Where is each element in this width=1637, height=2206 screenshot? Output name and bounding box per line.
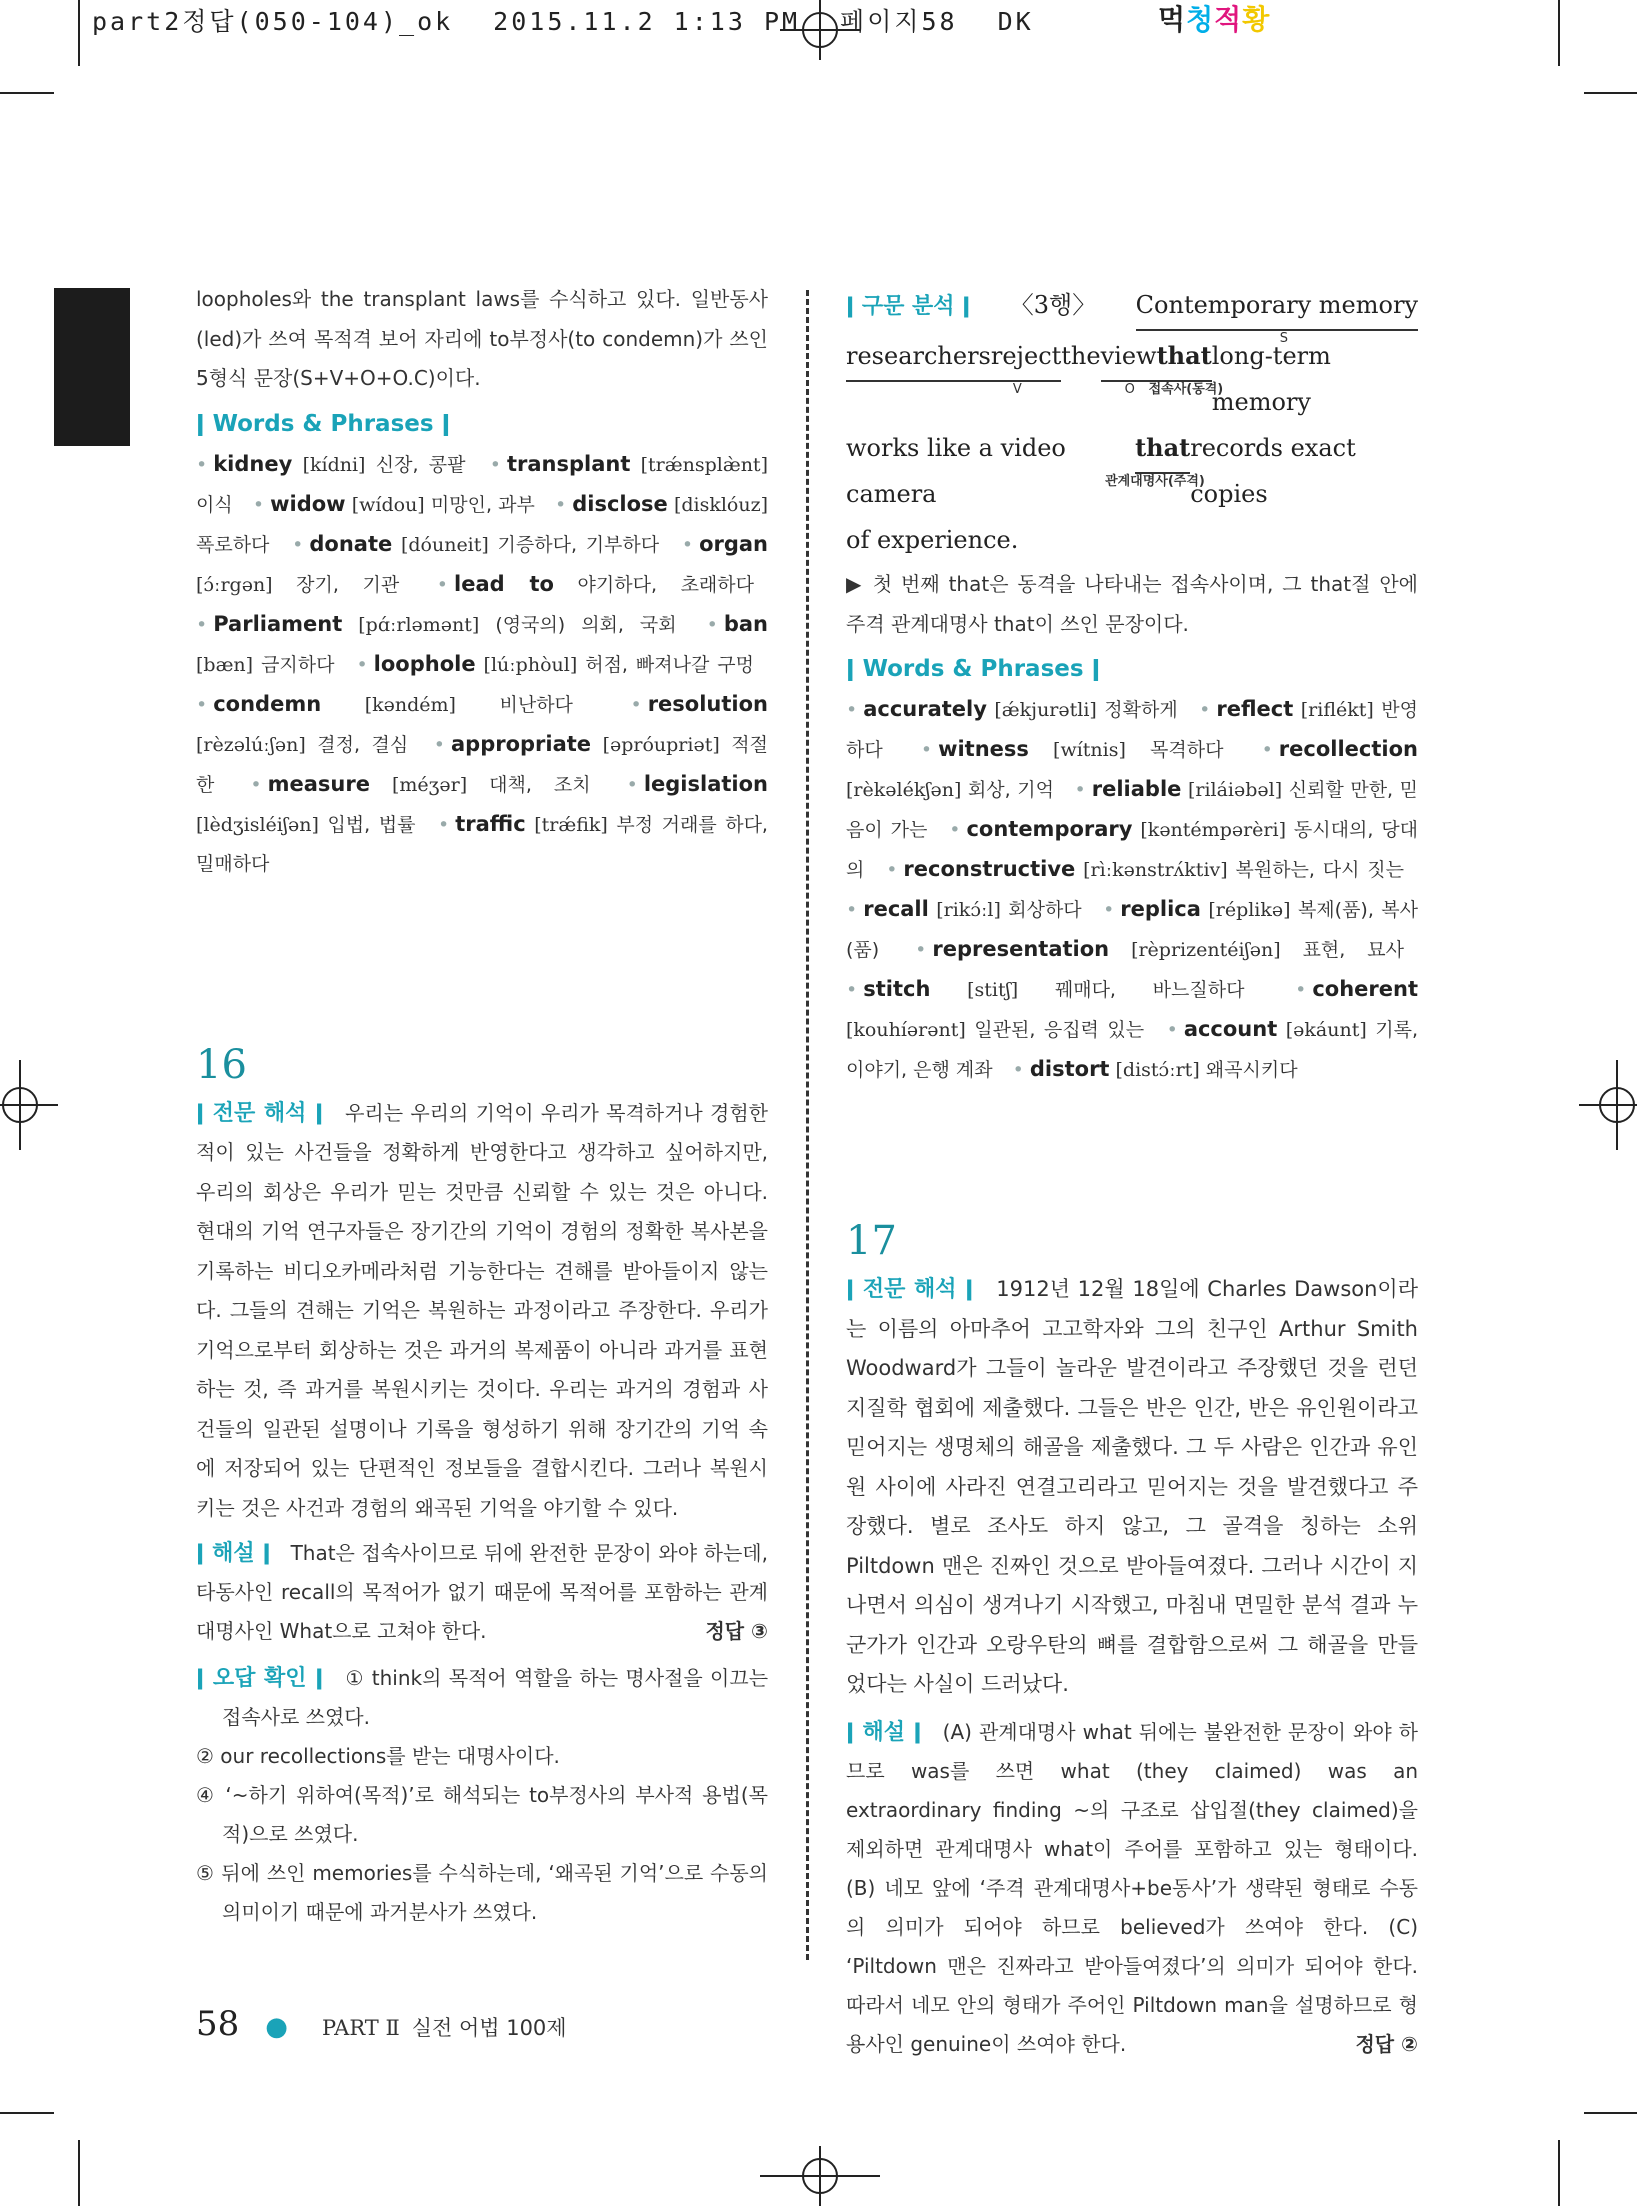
vocab-word: appropriate bbox=[450, 731, 592, 756]
vocab-entry bbox=[292, 531, 660, 556]
bullet-icon: • bbox=[1295, 979, 1307, 1001]
bullet-icon: • bbox=[1166, 1019, 1178, 1041]
grammar-rest-3: records exact copies bbox=[1190, 434, 1356, 508]
bullet-icon: • bbox=[433, 733, 445, 756]
vocab-meaning: 복원하는, 다시 짓는 bbox=[1235, 859, 1405, 881]
vocab-word: representation bbox=[932, 937, 1110, 961]
tag-s: S bbox=[1279, 331, 1288, 346]
tag-conj: 접속사(동격) bbox=[1148, 382, 1224, 397]
vocab-meaning: 금지하다 bbox=[261, 653, 335, 676]
vocab-pronunciation: [riflékt] bbox=[1300, 699, 1374, 721]
vocab-pronunciation: [rìːkənstrʌ́ktiv] bbox=[1083, 859, 1228, 881]
vocab-word: measure bbox=[267, 771, 370, 796]
vocab-word: reflect bbox=[1216, 697, 1294, 721]
crop-mark bbox=[0, 92, 54, 94]
vocab-word: condemn bbox=[213, 691, 322, 716]
tag-rel: 관계대명사(주격) bbox=[1105, 474, 1205, 489]
vocab-meaning: 일관된, 응집력 있는 bbox=[974, 1019, 1145, 1041]
grammar-rest-1: long-term memory bbox=[1211, 342, 1331, 416]
vocab-word: disclose bbox=[572, 491, 668, 516]
vocab-word: Parliament bbox=[213, 611, 343, 636]
vocab-pronunciation: [rikɔ́ːl] bbox=[936, 899, 1001, 921]
grammar-verb-text: reject bbox=[990, 342, 1062, 370]
vocab-pronunciation: [wídou] bbox=[351, 493, 425, 516]
bullet-icon: • bbox=[630, 693, 642, 716]
vocab-pronunciation: [kouhíərənt] bbox=[846, 1019, 966, 1041]
vocab-meaning: 야기하다, 초래하다 bbox=[577, 573, 754, 596]
vocab-meaning: 부정 거래를 하다, 밀매하다 bbox=[196, 813, 768, 875]
answer-badge: 정답 ③ bbox=[705, 1619, 768, 1643]
vocab-list bbox=[196, 445, 768, 884]
vocab-word: transplant bbox=[506, 451, 631, 476]
vocab-word: coherent bbox=[1312, 977, 1418, 1001]
left-column bbox=[196, 280, 768, 1932]
vocab-entry bbox=[196, 611, 677, 636]
vocab-word: reliable bbox=[1091, 777, 1182, 801]
vocab-pronunciation: [riláiəbəl] bbox=[1187, 779, 1283, 801]
vocab-entry bbox=[250, 771, 591, 796]
grammar-line-ref: 〈3행〉 bbox=[1009, 291, 1097, 319]
bullet-icon: • bbox=[292, 533, 304, 556]
vocab-meaning: 복제(품), 복사(품) bbox=[846, 899, 1418, 961]
color-check-label bbox=[1158, 0, 1270, 38]
footer-dot-icon: ● bbox=[265, 2012, 288, 2042]
translation-paragraph bbox=[846, 1270, 1418, 1705]
vocab-meaning: 회상하다 bbox=[1008, 899, 1082, 921]
vocab-pronunciation: [lèdʒisléiʃən] bbox=[196, 813, 319, 836]
vocab-pronunciation: [distɔ́ːrt] bbox=[1115, 1059, 1200, 1081]
vocab-meaning: (영국의) 의회, 국회 bbox=[495, 613, 677, 636]
vocab-pronunciation: [kəndém] bbox=[364, 693, 456, 716]
slug-file: part2정답(050-104)_ok bbox=[92, 7, 454, 36]
color-cyan-char: 청 bbox=[1186, 3, 1215, 36]
bullet-icon: • bbox=[196, 453, 208, 476]
vocab-pronunciation: [trǽfik] bbox=[534, 813, 608, 836]
vocab-pronunciation: [rèkəlékʃən] bbox=[846, 779, 962, 801]
vocab-pronunciation: [kídni] bbox=[302, 453, 366, 476]
grammar-subject bbox=[1135, 282, 1418, 346]
vocab-pronunciation: [wítnis] bbox=[1053, 739, 1126, 761]
vocab-word: account bbox=[1183, 1017, 1278, 1041]
translation-paragraph bbox=[196, 1094, 768, 1529]
vocab-word: resolution bbox=[647, 691, 768, 716]
grammar-verb bbox=[990, 333, 1062, 397]
footer-title: 실전 어법 100제 bbox=[411, 2016, 567, 2040]
vocab-entry bbox=[846, 899, 1082, 921]
question-number: 17 bbox=[846, 1218, 897, 1264]
chapter-tab bbox=[54, 288, 130, 446]
bullet-icon: • bbox=[1074, 779, 1086, 801]
vocab-word: replica bbox=[1120, 897, 1201, 921]
q15-structure-note: loopholes와 the transplant laws를 수식하고 있다. 일반동사(led)가 쓰여 목적격 보어 자리에 to부정사(to condemn)가 쓰인 5형식 문장(S+V+O+O.C)이다. bbox=[196, 287, 768, 390]
bullet-icon: • bbox=[252, 493, 265, 516]
bullet-icon: • bbox=[626, 773, 638, 796]
bullet-icon: • bbox=[681, 533, 694, 556]
wrong-answer-item: ④ ‘~하기 위하여(목적)’로 해석되는 to부정사의 부사적 용법(목적)으로 쓰였다. bbox=[196, 1783, 768, 1846]
grammar-analysis bbox=[846, 282, 1418, 563]
vocab-word: contemporary bbox=[966, 817, 1133, 841]
slug-page-label: 페이지58 bbox=[840, 7, 958, 36]
vocab-pronunciation: [əpróupriət] bbox=[602, 733, 720, 756]
bullet-icon: • bbox=[1199, 699, 1211, 721]
registration-mark-icon bbox=[1577, 1040, 1637, 1170]
vocab-entry bbox=[436, 571, 754, 596]
bullet-icon: • bbox=[886, 859, 898, 881]
bullet-icon: • bbox=[920, 739, 933, 761]
vocab-meaning: 허점, 빠져나갈 구멍 bbox=[585, 653, 755, 676]
page-number: 58 bbox=[196, 2004, 240, 2044]
vocab-meaning: 정확하게 bbox=[1104, 699, 1178, 721]
explanation-paragraph bbox=[196, 1534, 768, 1651]
vocab-word: lead to bbox=[454, 571, 554, 596]
vocab-word: traffic bbox=[455, 811, 526, 836]
grammar-rel-that bbox=[1105, 425, 1205, 489]
grammar-object-text: view bbox=[1100, 342, 1157, 370]
footer-part: PART Ⅱ bbox=[321, 2016, 400, 2040]
bullet-icon: • bbox=[846, 899, 858, 921]
vocab-word: witness bbox=[938, 737, 1029, 761]
vocab-entry bbox=[356, 651, 755, 676]
vocab-meaning: 입법, 법률 bbox=[327, 813, 416, 836]
bullet-icon: • bbox=[846, 979, 858, 1001]
wrong-answer-label: ǀ 오답 확인 ǀ bbox=[196, 1666, 324, 1691]
bullet-icon: • bbox=[1012, 1059, 1024, 1081]
bullet-icon: • bbox=[555, 493, 567, 516]
bullet-icon: • bbox=[706, 613, 718, 636]
vocab-entry bbox=[1013, 1059, 1298, 1081]
vocab-pronunciation: [dóuneit] bbox=[400, 533, 489, 556]
vocab-entry bbox=[921, 739, 1224, 761]
explanation-label: ǀ 해설 ǀ bbox=[846, 1719, 922, 1745]
registration-mark-icon bbox=[740, 2146, 900, 2206]
vocab-meaning: 적절한 bbox=[196, 733, 768, 796]
crop-mark bbox=[1558, 0, 1560, 66]
crop-mark bbox=[1584, 2112, 1637, 2114]
vocab-meaning: 기증하다, 기부하다 bbox=[497, 533, 660, 556]
grammar-note: ▶ 첫 번째 that은 동격을 나타내는 접속사이며, 그 that절 안에 주격 관계대명사 that이 쓰인 문장이다. bbox=[846, 572, 1418, 636]
color-magenta-char: 적 bbox=[1214, 3, 1243, 36]
vocab-word: widow bbox=[270, 491, 346, 516]
vocab-pronunciation: [méʒər] bbox=[391, 773, 468, 796]
vocab-pronunciation: [trǽnsplæ̀nt] bbox=[640, 453, 768, 476]
grammar-rel-that-text: that bbox=[1135, 433, 1191, 462]
vocab-entry bbox=[252, 491, 535, 516]
vocab-meaning: 꿰매다, 바느질하다 bbox=[1054, 979, 1245, 1001]
vocab-meaning: 대책, 조치 bbox=[489, 773, 591, 796]
crop-mark bbox=[78, 0, 80, 66]
vocab-meaning: 기록, 이야기, 은행 계좌 bbox=[846, 1019, 1418, 1081]
vocab-entry bbox=[915, 939, 1404, 961]
vocab-word: loophole bbox=[373, 651, 476, 676]
translation-text: 우리는 우리의 기억이 우리가 목격하거나 경험한 적이 있는 사건들을 정확하게 반영한다고 생각하고 싶어하지만, 우리의 회상은 우리가 믿는 것만큼 신뢰할 수 있는 것은 아니다. 현대의 기억 연구자들은 장기간의 기억이 경험의 정확한 복사본을 기록하는 비디오카메라처럼 기능한다는 견해를 받아들이지 않는다. 그들의 견해는 기억은 복원하는 과정이라고 주장한다. 우리가 기억으로부터 회상하는 것은 과거의 복제품이 아니라 과거를 표현하는 것, 즉 과거를 복원시키는 것이다. 우리는 과거의 경험과 사건들의 일관된 설명이나 기록을 형성하기 위해 장기간의 기억 속에 저장되어 있는 단편적인 정보들을 결합시킨다. 그러나 복원시키는 것은 사건과 경험의 왜곡된 기억을 야기할 수 있다. bbox=[196, 1100, 768, 1520]
bullet-icon: • bbox=[949, 819, 961, 841]
slug-code: DK bbox=[997, 7, 1034, 36]
explanation-text: (A) 관계대명사 what 뒤에는 불완전한 문장이 와야 하므로 was를 쓰면 what (they claimed) was an extraordinary finding ~의 구조로 삽입절(they claimed)을 제외하면 관계대명사 what이 주어를 포함하고 있는 형태이다. (B) 네모 앞에 ‘주격 관계대명사+be동사’가 생략된 형태로 수동의 의미가 되어야 하므로 believed가 쓰여야 한다. (C) ‘Piltdown 맨은 진짜라고 받아들여졌다’의 의미가 되어야 한다. 따라서 네모 안의 형태가 주어인 Piltdown man을 설명하므로 형용사인 genuine이 쓰여야 한다. bbox=[846, 1719, 1419, 2056]
vocab-entry bbox=[196, 451, 466, 476]
vocab-list bbox=[846, 690, 1418, 1090]
vocab-pronunciation: [disklóuz] bbox=[673, 493, 769, 516]
bullet-icon: • bbox=[196, 693, 208, 716]
grammar-rest-2: works like a video camera bbox=[846, 434, 1066, 508]
tag-v: V bbox=[1012, 382, 1022, 397]
bullet-icon: • bbox=[1261, 739, 1273, 761]
color-yellow-char: 황 bbox=[1242, 3, 1271, 36]
registration-mark-icon bbox=[760, 0, 880, 60]
vocab-meaning: 장기, 기관 bbox=[296, 573, 400, 596]
translation-text: 1912년 12월 18일에 Charles Dawson이라는 이름의 아마추어 고고학자와 그의 친구인 Arthur Smith Woodward가 그들이 놀라운 발견이라고 주장했던 것을 런던 지질학 협회에 제출했다. 그들은 반은 인간, 반은 유인원이라고 믿어지는 생명체의 해골을 제출했다. 그 두 사람은 인간과 유인원 사이에 사라진 연결고리라고 믿어지는 것을 발견했다고 주장했다. 별로 조사도 하지 않고, 그 골격을 칭하는 소위 Piltdown 맨은 진짜인 것으로 받아들여졌다. 그러나 시간이 지나면서 의심이 생겨나기 시작했고, 마침내 면밀한 분석 결과 누군가가 인간과 오랑우탄의 뼈를 결합함으로써 그 해골을 만들었다는 사실이 드러났다. bbox=[846, 1277, 1419, 1696]
right-column bbox=[846, 282, 1418, 2064]
vocab-meaning: 미망인, 과부 bbox=[430, 493, 535, 516]
vocab-entry bbox=[886, 859, 1404, 881]
vocab-pronunciation: [rèprizentéiʃən] bbox=[1131, 939, 1281, 961]
vocab-word: recall bbox=[863, 897, 929, 921]
vocab-pronunciation: [rèzəlúːʃən] bbox=[196, 733, 306, 756]
wrong-answer-text: ① think의 목적어 역할을 하는 명사절을 이끄는 접속사로 쓰였다. bbox=[222, 1666, 769, 1729]
vocab-word: accurately bbox=[863, 697, 987, 721]
vocab-word: legislation bbox=[643, 771, 768, 796]
wrong-answer-item: ② our recollections를 받는 대명사이다. bbox=[196, 1744, 560, 1768]
bullet-icon: • bbox=[846, 699, 858, 721]
wrong-answer-section bbox=[196, 1659, 768, 1932]
bullet-icon: • bbox=[250, 773, 262, 796]
vocab-pronunciation: [ǽkjurətli] bbox=[994, 699, 1097, 721]
bullet-icon: • bbox=[489, 453, 501, 476]
vocab-meaning: 신장, 콩팥 bbox=[375, 453, 466, 476]
vocab-word: distort bbox=[1029, 1057, 1110, 1081]
vocab-meaning: 표현, 묘사 bbox=[1302, 939, 1404, 961]
bullet-icon: • bbox=[1103, 899, 1115, 921]
vocab-pronunciation: [bæn] bbox=[196, 653, 254, 676]
explanation-label: ǀ 해설 ǀ bbox=[196, 1541, 271, 1566]
tag-o: O bbox=[1124, 382, 1135, 397]
vocab-meaning: 이식 bbox=[196, 493, 233, 516]
vocab-word: reconstructive bbox=[903, 857, 1076, 881]
vocab-meaning: 결정, 결심 bbox=[317, 733, 409, 756]
vocab-pronunciation: [pɑ́ːrləmənt] bbox=[358, 613, 480, 636]
bullet-icon: • bbox=[438, 813, 450, 836]
grammar-conj-that-text: that bbox=[1156, 341, 1212, 370]
vocab-meaning: 반영하다 bbox=[846, 699, 1418, 761]
grammar-rest-4: of experience. bbox=[846, 526, 1019, 554]
crop-mark bbox=[0, 2112, 54, 2114]
vocab-pronunciation: [kəntémpərèri] bbox=[1140, 819, 1286, 841]
vocab-word: donate bbox=[309, 531, 393, 556]
vocab-meaning: 회상, 기억 bbox=[967, 779, 1054, 801]
vocab-meaning: 폭로하다 bbox=[196, 533, 270, 556]
vocab-word: organ bbox=[699, 531, 768, 556]
vocab-pronunciation: [lúːphòul] bbox=[483, 653, 578, 676]
vocab-meaning: 신뢰할 만한, 믿음이 가는 bbox=[846, 779, 1418, 841]
crop-mark bbox=[78, 2140, 80, 2206]
grammar-subject-cont: researchers bbox=[846, 333, 991, 382]
vocab-word: ban bbox=[723, 611, 768, 636]
print-slug bbox=[92, 2, 1074, 38]
bullet-icon: • bbox=[915, 939, 927, 961]
wrong-answer-item: ⑤ 뒤에 쓰인 memories를 수식하는데, ‘왜곡된 기억’으로 수동의 의미이기 때문에 과거분사가 쓰였다. bbox=[196, 1861, 768, 1924]
wrong-answer-item bbox=[196, 1659, 768, 1737]
bullet-icon: • bbox=[356, 653, 368, 676]
grammar-conj-that bbox=[1148, 333, 1224, 397]
crop-mark bbox=[1584, 92, 1637, 94]
vocab-meaning: 왜곡시키다 bbox=[1205, 1059, 1298, 1081]
column-divider bbox=[806, 290, 809, 1960]
translation-label: ǀ 전문 해석 ǀ bbox=[846, 1277, 974, 1302]
grammar-label: ǀ 구문 분석 ǀ bbox=[846, 294, 971, 319]
words-heading: ǀ Words & Phrases ǀ bbox=[846, 656, 1101, 682]
vocab-entry bbox=[846, 699, 1178, 721]
page-footer bbox=[196, 2004, 567, 2044]
question-number: 16 bbox=[196, 1041, 247, 1088]
answer-badge: 정답 ② bbox=[1355, 2031, 1418, 2056]
registration-mark-icon bbox=[0, 1040, 60, 1170]
color-black-char: 먹 bbox=[1158, 3, 1187, 36]
vocab-meaning: 목격하다 bbox=[1150, 739, 1224, 761]
grammar-subject-text: Contemporary memory bbox=[1135, 291, 1418, 319]
slug-date: 2015.11.2 1:13 PM bbox=[493, 7, 801, 36]
vocab-pronunciation: [əkáunt] bbox=[1285, 1019, 1367, 1041]
vocab-meaning: 동시대의, 당대의 bbox=[846, 819, 1418, 881]
bullet-icon: • bbox=[196, 613, 208, 636]
vocab-pronunciation: [réplikə] bbox=[1208, 899, 1291, 921]
vocab-word: kidney bbox=[213, 451, 293, 476]
vocab-word: recollection bbox=[1278, 737, 1418, 761]
explanation-text: That은 접속사이므로 뒤에 완전한 문장이 와야 하는데, 타동사인 recall의 목적어가 없기 때문에 목적어를 포함하는 관계대명사인 What으로 고쳐야 한다. bbox=[196, 1541, 768, 1643]
bullet-icon: • bbox=[436, 573, 448, 596]
vocab-entry bbox=[196, 691, 573, 716]
grammar-article: the bbox=[1061, 342, 1101, 370]
vocab-meaning: 비난하다 bbox=[499, 693, 573, 716]
vocab-word: stitch bbox=[863, 977, 931, 1001]
words-heading: ǀ Words & Phrases ǀ bbox=[196, 410, 451, 437]
vocab-entry bbox=[846, 979, 1244, 1001]
crop-mark bbox=[1558, 2140, 1560, 2206]
vocab-pronunciation: [stitʃ] bbox=[967, 979, 1019, 1001]
vocab-pronunciation: [ɔ́ːrgən] bbox=[196, 573, 273, 596]
explanation-paragraph bbox=[846, 1713, 1418, 2064]
translation-label: ǀ 전문 해석 ǀ bbox=[196, 1100, 324, 1126]
